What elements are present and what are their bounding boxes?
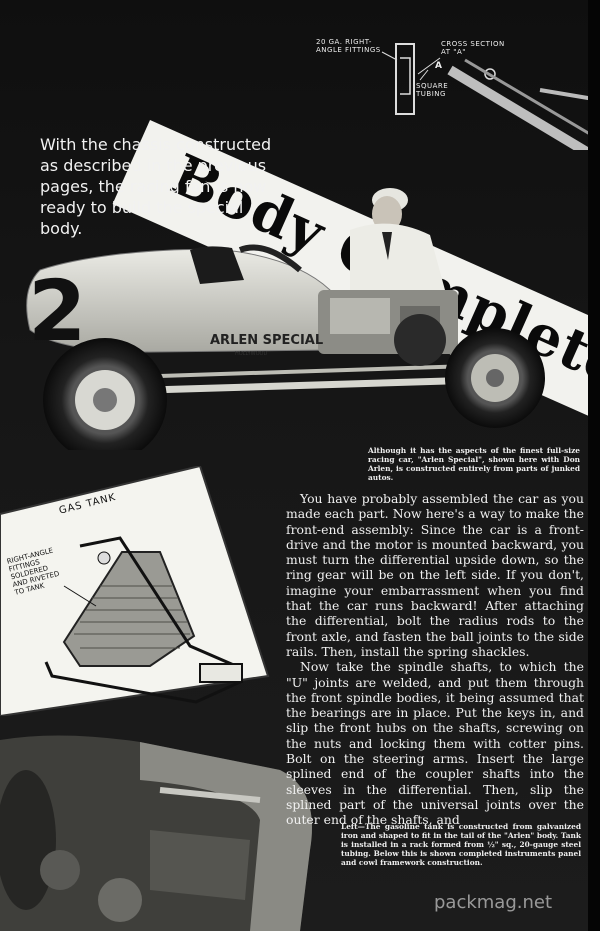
a-marker: A: [435, 61, 443, 71]
gas-tank-caption: Left—The gasoline tank is constructed from galvanized iron and shaped to fit in the tail of the "Arlen" body. Tank is installed in a rack formed from ½" sq., 20-gauge steel tubing. Below this is shown completed instruments panel and cowl framework construction.: [341, 822, 581, 867]
gas-tank-note: RIGHT-ANGLE FITTINGS SOLDERED AND RIVETED TO TANK: [6, 546, 61, 597]
gas-tank-title: GAS TANK: [58, 491, 118, 517]
car-number: 2: [28, 262, 87, 360]
intro-text: With the chassis constructed as described in the previous pages, the racing fan is now ready to build the special body.: [40, 135, 272, 238]
page-edge: [588, 0, 600, 931]
body-paragraph-2: Now take the spindle shafts, to which the "U" joints are welded, and put them through the front spindle bodies, it being assumed that the bearings are in place. Put the keys in, and slip the front hubs on the shafts, screwing on the nuts and locking them with cotter pins. Bolt on the steering arms. Insert the large splined end of the coupler shafts into the sleeves in the differential. Then, slip the splined part of the universal joints over the outer end of the shafts, and: [286, 659, 584, 828]
body-paragraph-1: You have probably assembled the car as you made each part. Now here's a way to make the front-end assembly: Since the car is a front-drive and the motor is mounted backward, you must turn the differential upside down, so the ring gear will be on the left side. If you don't, imagine your embarrassment when you find that the car runs backward! After attaching the differential, bolt the radius rods to the front axle, and fasten the ball joints to the side rails. Then, install the spring shackles.: [286, 491, 584, 659]
car-city: HOLLYWOOD: [235, 351, 268, 357]
fittings-label: 20 GA. RIGHT- ANGLE FITTINGS: [316, 38, 381, 54]
square-tubing-label: SQUARE TUBING: [416, 82, 449, 98]
cross-section-label: CROSS SECTION AT "A": [441, 40, 505, 56]
car-name: ARLEN SPECIAL: [210, 333, 324, 348]
watermark: packmag.net: [434, 892, 553, 913]
instrument-panel-photo: [0, 730, 330, 931]
article-body: [286, 491, 584, 828]
gas-tank-drawing: [0, 466, 270, 716]
racing-car-photo: [0, 180, 600, 450]
photo-caption: Although it has the aspects of the finest full-size racing car, "Arlen Special", shown here with Don Arlen, is constructed entirely from parts of junked autos.: [368, 446, 580, 482]
page-title: Body Completes: [161, 141, 600, 414]
